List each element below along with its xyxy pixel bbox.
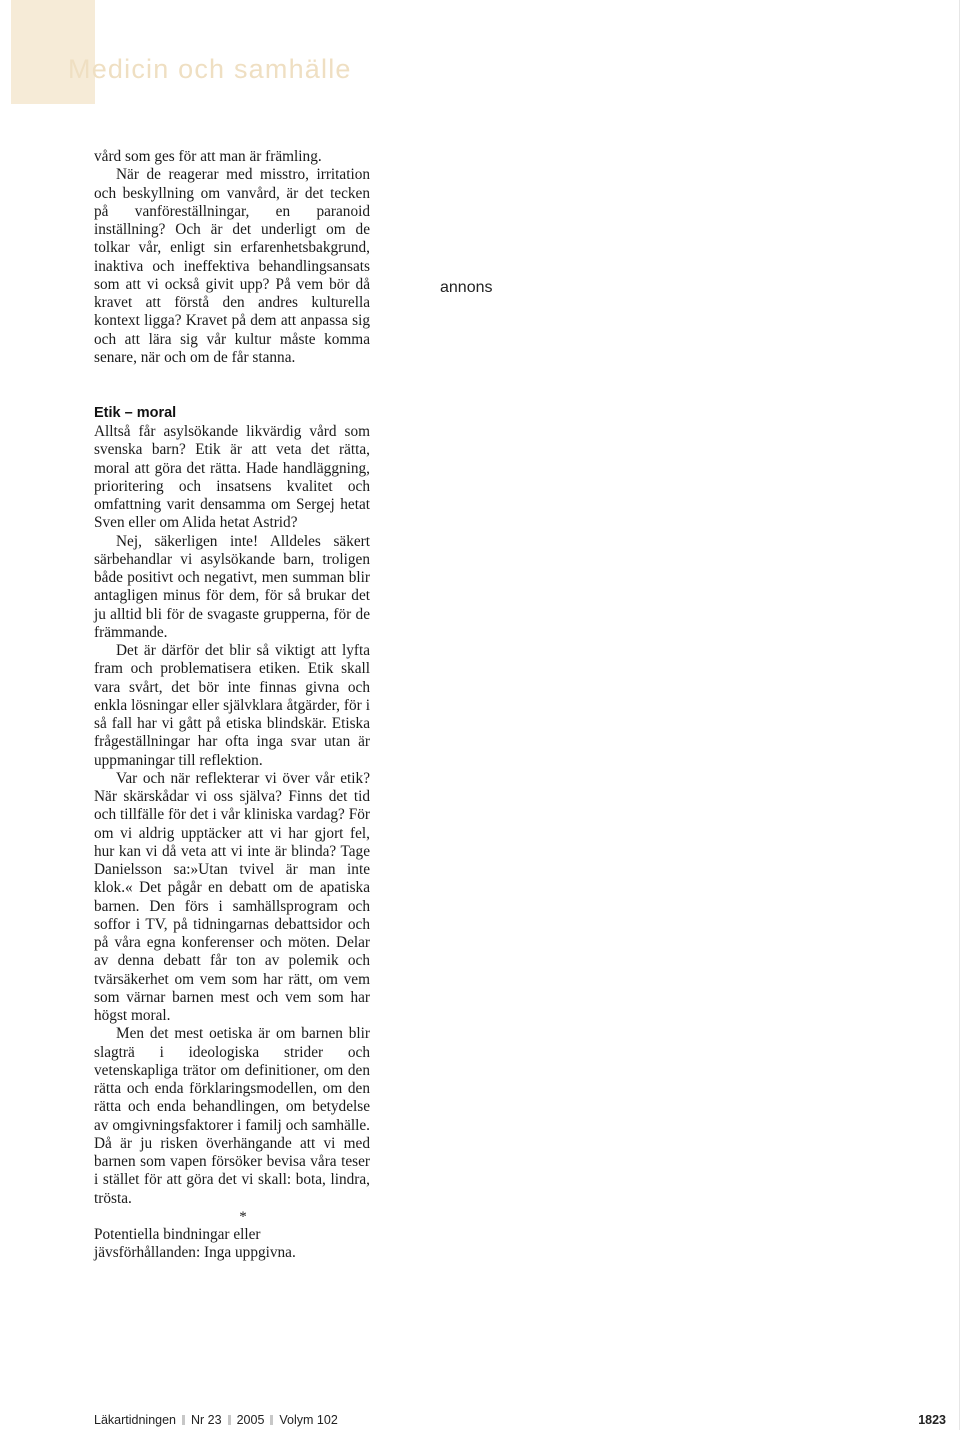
journal-name: Läkartidningen: [94, 1413, 177, 1427]
issue-year: 2005: [236, 1413, 265, 1427]
intro-paragraph: vård som ges för att man är främling.: [94, 148, 322, 165]
page-number: 1823: [918, 1413, 946, 1427]
body-paragraph: Nej, säkerligen inte! Alldeles säkert särbehandlar vi asylsökande barn, troligen både positivt och negativt, men summan blir antagligen minus för dem, för så brukar det ju alltid bli för de svagaste grupperna, för de främmande.: [94, 532, 370, 641]
body-paragraph: Alltså får asylsökande likvärdig vård som svenska barn? Etik är att veta det rätta, moral att göra det rätta. Hade handläggning, prioritering och insatsens kvalitet och omfattning varit densamma om Sergej hetat Sven eller om Alida hetat Astrid?: [94, 423, 370, 532]
issue-number: Nr 23: [191, 1413, 222, 1427]
volume: Volym 102: [279, 1413, 338, 1427]
page-footer: [94, 1413, 338, 1427]
section-title: Medicin och samhälle: [68, 54, 352, 84]
article-intro-column: [94, 148, 370, 367]
body-paragraph: Det är därför det blir så viktigt att lyfta fram och problematisera etiken. Etik skall vara svårt, det bör inte finnas givna och enkla lösningar eller självklara åtgärder, för i så fall har vi gått på etiska blindskär. Etiska frågeställningar har ofta inga svar utan är uppmaningar till reflektion.: [94, 642, 370, 769]
footer-divider: [182, 1415, 185, 1425]
footer-divider: [228, 1415, 231, 1425]
disclosure-note: Potentiella bindningar eller jävsförhållanden: Inga uppgivna.: [94, 1226, 296, 1262]
article-main-column: [94, 404, 370, 1263]
section-color-block: [11, 0, 95, 104]
section-separator: *: [239, 1208, 247, 1225]
body-paragraph: Men det mest oetiska är om barnen blir slagträ i ideologiska strider och vetenskapliga trätor om definitioner, om den rätta och enda förklaringsmodellen, om den rätta och enda behandlingen, om betydelse av omgivningsfaktorer i familj och samhälle. Då är ju risken överhängande att vi med barnen som vapen försöker bevisa våra teser i stället för att göra det vi skall: bota, lindra, trösta.: [94, 1025, 370, 1207]
body-paragraph: Var och när reflekterar vi över vår etik? När skärskådar vi oss själva? Finns det tid och tillfälle för det i vår kliniska vardag? För om vi aldrig upptäcker att vi har gjort fel, hur kan vi då veta att vi inte är blinda? Tage Danielsson sa:»Utan tvivel är man inte klok.« Det pågår en debatt om de apatiska barnen. Den förs i samhällsprogram och soffor i TV, på tidningarnas debattsidor och på våra egna konferenser och möten. Delar av denna debatt får ton av polemik och tvärsäkerhet om vem som har rätt, om vem som värnar barnen mest och vem som har högst moral.: [94, 769, 370, 1024]
footer-divider: [270, 1415, 273, 1425]
intro-paragraph: När de reagerar med misstro, irritation och beskyllning om vanvård, är det tecken på vanföreställningar, en paranoid inställning? Och är det underligt om de tolkar vår, enligt sin erfarenhetsbakgrund, inaktiva och ineffektiva behandlingsansats som att vi också givit upp? På vem bör då kravet att förstå den andres kulturella kontext ligga? Kravet på dem att anpassa sig och att lära sig vår kultur måste komma senare, när och om de får stanna.: [94, 166, 370, 366]
subheading: Etik – moral: [94, 405, 177, 421]
ad-label: annons: [440, 279, 493, 296]
